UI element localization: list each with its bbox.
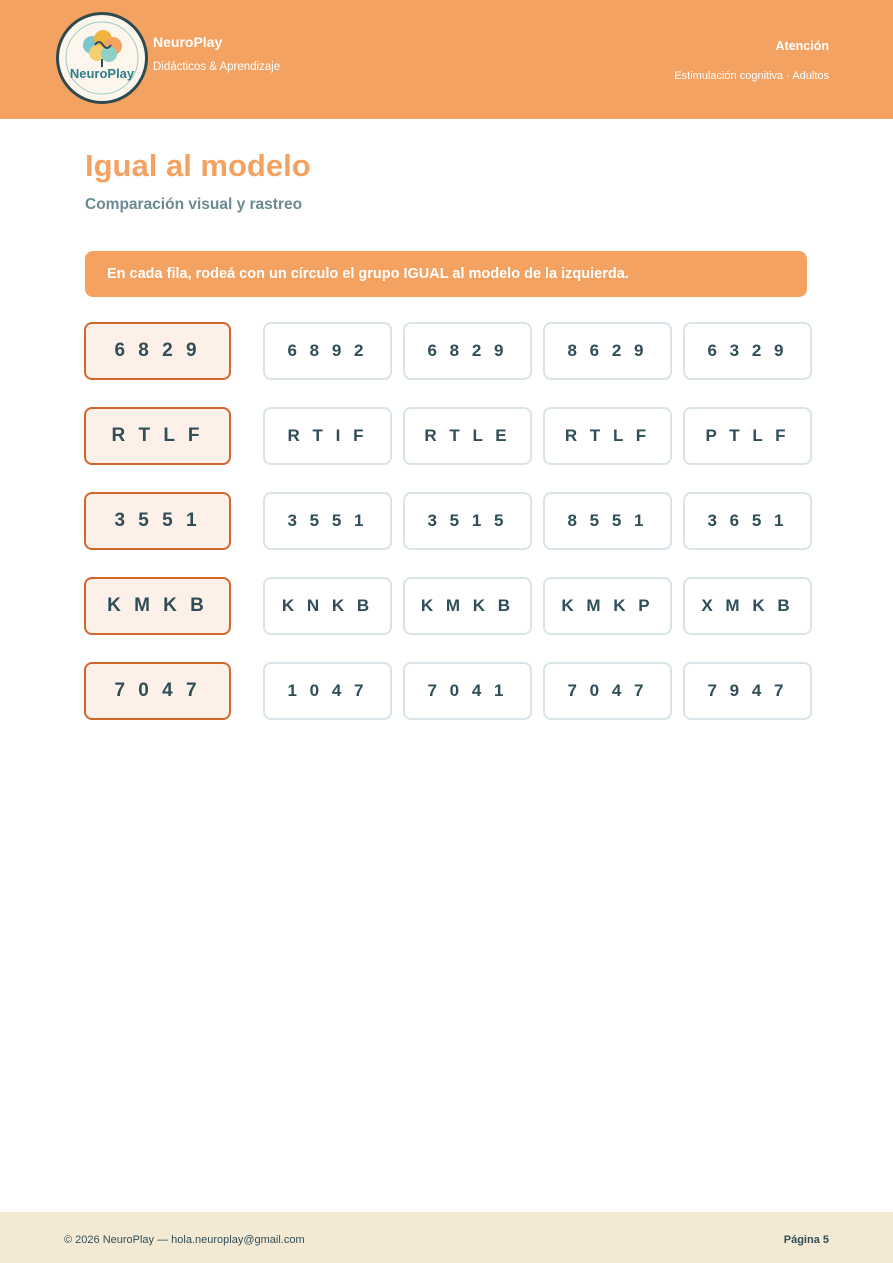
option-card[interactable]: 3 5 1 5 bbox=[403, 492, 532, 550]
option-card[interactable]: R T L F bbox=[543, 407, 672, 465]
page-subtitle: Comparación visual y rastreo bbox=[85, 196, 303, 213]
model-card: K M K B bbox=[84, 577, 231, 635]
option-card[interactable]: 6 8 2 9 bbox=[403, 322, 532, 380]
option-card[interactable]: K N K B bbox=[263, 577, 392, 635]
option-card[interactable]: X M K B bbox=[683, 577, 812, 635]
option-card[interactable]: R T I F bbox=[263, 407, 392, 465]
option-card[interactable]: 7 0 4 7 bbox=[543, 662, 672, 720]
option-card[interactable]: R T L E bbox=[403, 407, 532, 465]
exercise-row bbox=[84, 662, 814, 720]
brain-logo-icon bbox=[59, 15, 145, 101]
page-number: Página 5 bbox=[783, 1234, 829, 1246]
option-card[interactable]: 6 8 9 2 bbox=[263, 322, 392, 380]
page-title: Igual al modelo bbox=[85, 148, 311, 183]
section-label: Atención bbox=[775, 39, 829, 53]
option-card[interactable]: 8 5 5 1 bbox=[543, 492, 672, 550]
footer-copyright: © 2026 NeuroPlay — hola.neuroplay@gmail.com bbox=[64, 1234, 305, 1246]
logo-text: NeuroPlay bbox=[69, 66, 135, 81]
brand-tagline: Didácticos & Aprendizaje bbox=[153, 61, 281, 73]
option-card[interactable]: 7 9 4 7 bbox=[683, 662, 812, 720]
exercise-row bbox=[84, 577, 814, 635]
page-header bbox=[0, 0, 893, 119]
instruction-banner bbox=[85, 251, 807, 297]
neuroplay-logo bbox=[56, 12, 148, 104]
option-card[interactable]: 8 6 2 9 bbox=[543, 322, 672, 380]
option-card[interactable]: P T L F bbox=[683, 407, 812, 465]
instruction-text: En cada fila, rodeá con un círculo el grupo IGUAL al modelo de la izquierda. bbox=[107, 266, 629, 282]
exercise-row bbox=[84, 322, 814, 380]
option-card[interactable]: 3 5 5 1 bbox=[263, 492, 392, 550]
section-subtitle: Estimulación cognitiva · Adultos bbox=[674, 70, 829, 82]
brand-name: NeuroPlay bbox=[153, 34, 223, 50]
model-card: 6 8 2 9 bbox=[84, 322, 231, 380]
option-card[interactable]: 1 0 4 7 bbox=[263, 662, 392, 720]
option-card[interactable]: 7 0 4 1 bbox=[403, 662, 532, 720]
option-card[interactable]: K M K P bbox=[543, 577, 672, 635]
option-card[interactable]: K M K B bbox=[403, 577, 532, 635]
model-card: 3 5 5 1 bbox=[84, 492, 231, 550]
page-footer bbox=[0, 1212, 893, 1263]
exercise-row bbox=[84, 492, 814, 550]
model-card: 7 0 4 7 bbox=[84, 662, 231, 720]
exercise-row bbox=[84, 407, 814, 465]
option-card[interactable]: 6 3 2 9 bbox=[683, 322, 812, 380]
model-card: R T L F bbox=[84, 407, 231, 465]
option-card[interactable]: 3 6 5 1 bbox=[683, 492, 812, 550]
